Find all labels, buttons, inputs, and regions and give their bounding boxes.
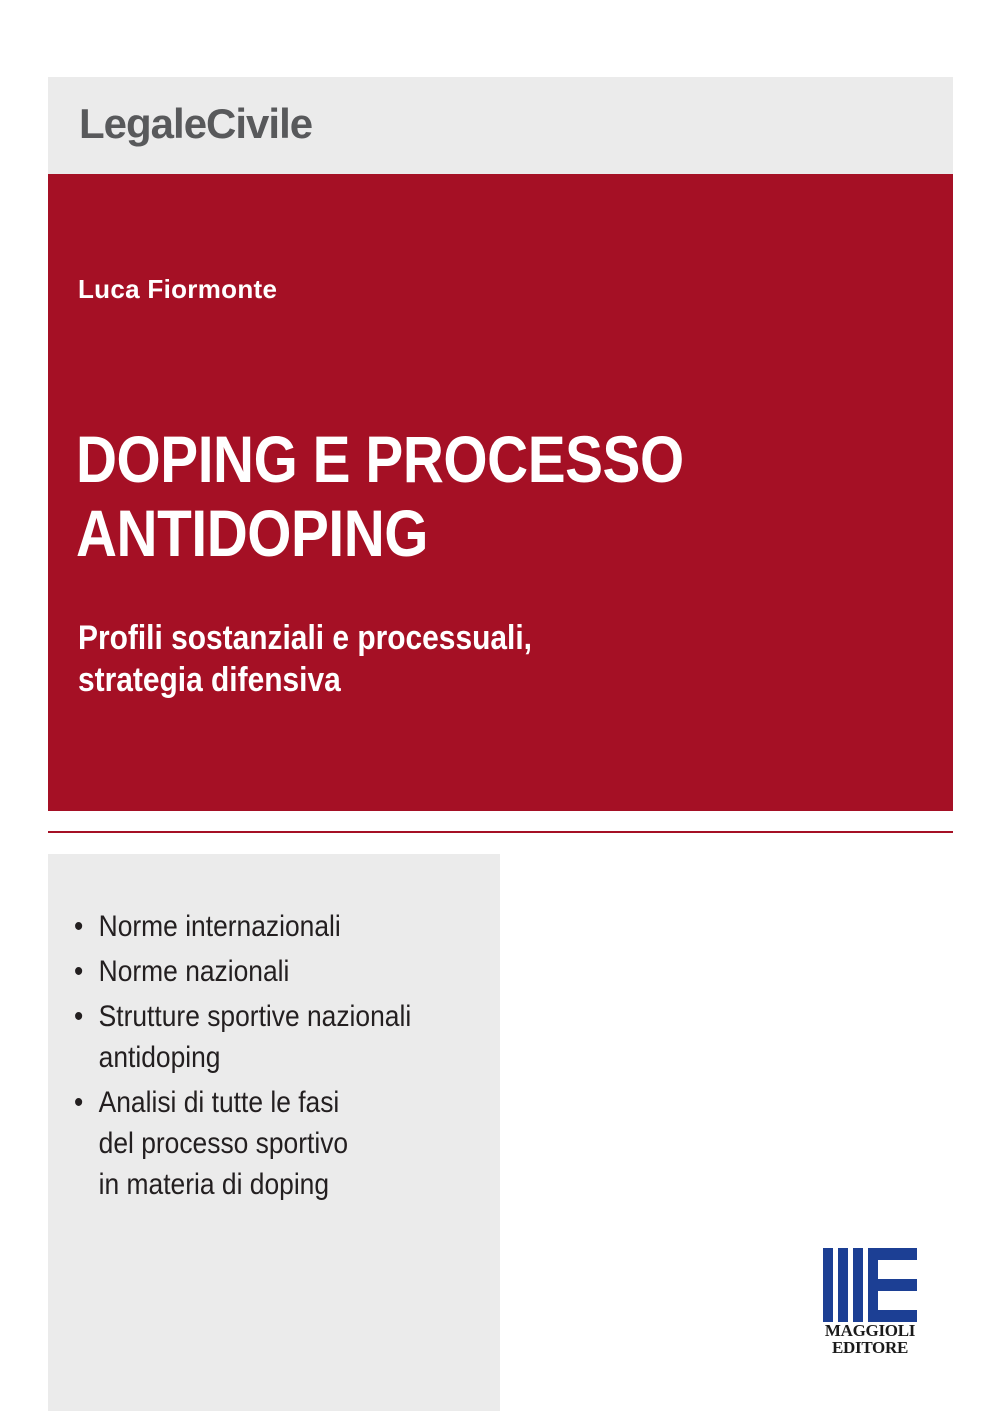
title-panel bbox=[48, 174, 953, 811]
book-title-line: ANTIDOPING bbox=[76, 496, 429, 570]
bullet-icon: • bbox=[74, 955, 84, 988]
series-name: LegaleCivile bbox=[79, 100, 313, 147]
topic-item bbox=[74, 951, 411, 992]
book-subtitle-line: Profili sostanziali e processuali, bbox=[78, 619, 532, 657]
topic-item bbox=[74, 906, 411, 947]
topic-line: Strutture sportive nazionali bbox=[98, 1000, 412, 1033]
maggioli-logo-icon bbox=[820, 1248, 920, 1322]
topic-line: Norme internazionali bbox=[98, 910, 341, 943]
topic-line: Analisi di tutte le fasi bbox=[98, 1086, 340, 1119]
topic-item bbox=[74, 1082, 411, 1205]
book-title-line: DOPING E PROCESSO bbox=[76, 422, 684, 496]
publisher-imprint: EDITORE bbox=[831, 1338, 908, 1357]
topics-panel bbox=[48, 854, 500, 1411]
book-subtitle bbox=[78, 617, 532, 701]
publisher-name: MAGGIOLI bbox=[824, 1321, 916, 1340]
topics-list bbox=[74, 906, 411, 1209]
topic-line: in materia di doping bbox=[98, 1168, 330, 1201]
series-band bbox=[48, 77, 953, 174]
topic-line: del processo sportivo bbox=[98, 1127, 349, 1160]
bullet-icon: • bbox=[74, 1000, 84, 1033]
divider-rule bbox=[48, 831, 953, 833]
author-name: Luca Fiormonte bbox=[78, 274, 278, 304]
topic-item bbox=[74, 996, 411, 1078]
topic-line: antidoping bbox=[98, 1041, 221, 1074]
bullet-icon: • bbox=[74, 1086, 84, 1119]
bullet-icon: • bbox=[74, 910, 84, 943]
publisher-logo bbox=[820, 1248, 920, 1356]
book-title bbox=[76, 422, 816, 570]
book-subtitle-line: strategia difensiva bbox=[78, 661, 341, 699]
topic-line: Norme nazionali bbox=[98, 955, 290, 988]
